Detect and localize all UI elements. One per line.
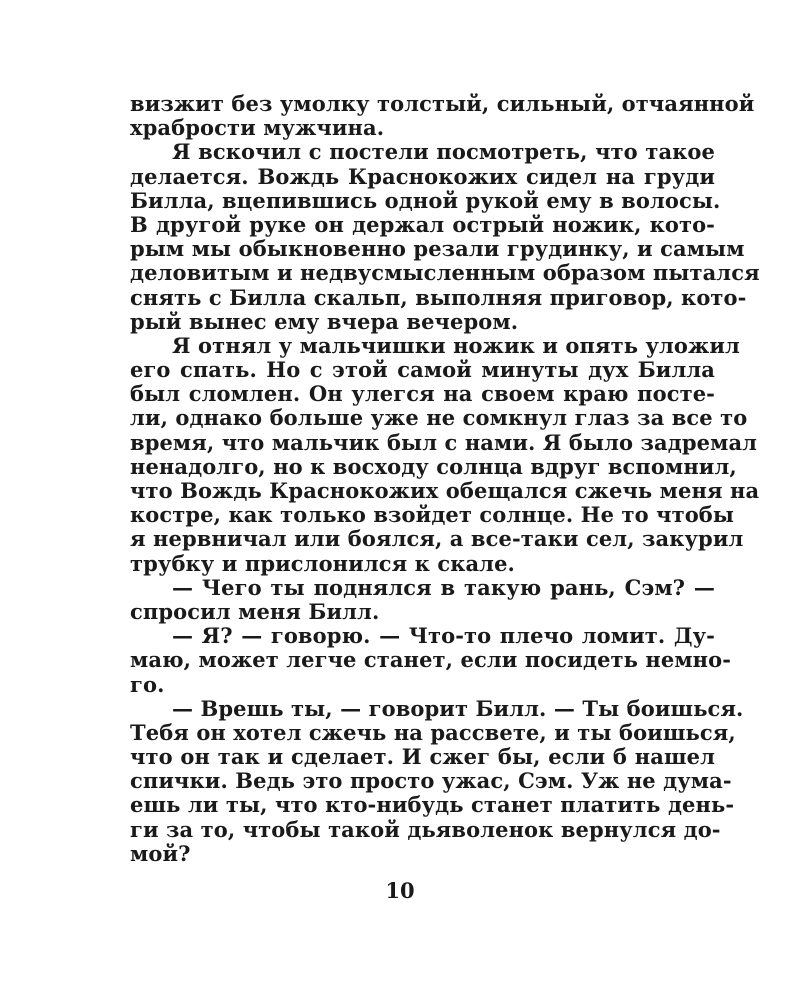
text-line: ненадолго, но к восходу солнца вдруг вспомнил, <box>130 453 737 479</box>
text-line: Тебя он хотел сжечь на рассвете, и ты боишься, <box>130 719 736 745</box>
page-number: 10 <box>385 878 415 903</box>
text-line: мой? <box>130 840 191 866</box>
text-line: визжит без умолку толстый, сильный, отчаянной <box>130 91 755 116</box>
paragraph <box>130 139 760 334</box>
text-line: Билла, вцепившись одной рукой ему в волосы. <box>130 187 721 213</box>
paragraph <box>130 91 755 141</box>
text-line: го. <box>130 671 165 697</box>
paragraph <box>130 332 760 576</box>
text-line: трубку и прислонился к скале. <box>130 550 515 576</box>
text-line: рый вынес ему вчера вечером. <box>130 308 519 334</box>
text-line: снять с Билла скальп, выполняя приговор, кото- <box>130 284 747 310</box>
text-line: — Чего ты поднялся в такую рань, Сэм? — <box>172 574 715 600</box>
text-line: храбрости мужчина. <box>130 115 385 141</box>
text-line: — Врешь ты, — говорит Билл. — Ты боишься. <box>172 695 744 721</box>
text-line: Я отнял у мальчишки ножик и опять уложил <box>172 332 740 358</box>
text-line: ешь ли ты, что кто-нибудь станет платить день- <box>130 792 735 818</box>
page-body <box>130 91 760 866</box>
text-line: спички. Ведь это просто ужас, Сэм. Уж не дума- <box>130 768 732 794</box>
text-line: его спать. Но с этой самой минуты дух Билла <box>130 357 715 383</box>
text-line: ли, однако больше уже не сомкнул глаз за все то <box>130 405 748 431</box>
text-line: спросил меня Билл. <box>130 598 380 624</box>
paragraph <box>130 623 732 697</box>
text-line: рым мы обыкновенно резали грудинку, и самым <box>130 236 745 262</box>
text-line: Я вскочил с постели посмотреть, что такое <box>172 139 715 165</box>
text-line: маю, может легче станет, если посидеть немно- <box>130 647 732 673</box>
text-line: время, что мальчик был с нами. Я было задремал <box>130 429 758 455</box>
paragraph <box>130 576 715 624</box>
paragraph <box>130 695 744 866</box>
text-line: В другой руке он держал острый ножик, кото- <box>130 211 715 237</box>
text-line: ги за то, чтобы такой дьяволенок вернулся до- <box>130 816 721 842</box>
text-line: деловитым и недвусмысленным образом пытался <box>130 260 760 286</box>
text-line: — Я? — говорю. — Что-то плечо ломит. Ду- <box>172 623 715 649</box>
text-line: что Вождь Краснокожих обещался сжечь меня на <box>130 478 760 503</box>
text-line: что он так и сделает. И сжег бы, если б нашел <box>130 744 715 770</box>
text-line: делается. Вождь Краснокожих сидел на груди <box>130 163 715 189</box>
text-line: я нервничал или боялся, а все-таки сел, закурил <box>130 526 744 552</box>
text-line: костре, как только взойдет солнце. Не то чтобы <box>130 502 735 528</box>
text-line: был сломлен. Он улегся на своем краю посте- <box>130 381 715 407</box>
